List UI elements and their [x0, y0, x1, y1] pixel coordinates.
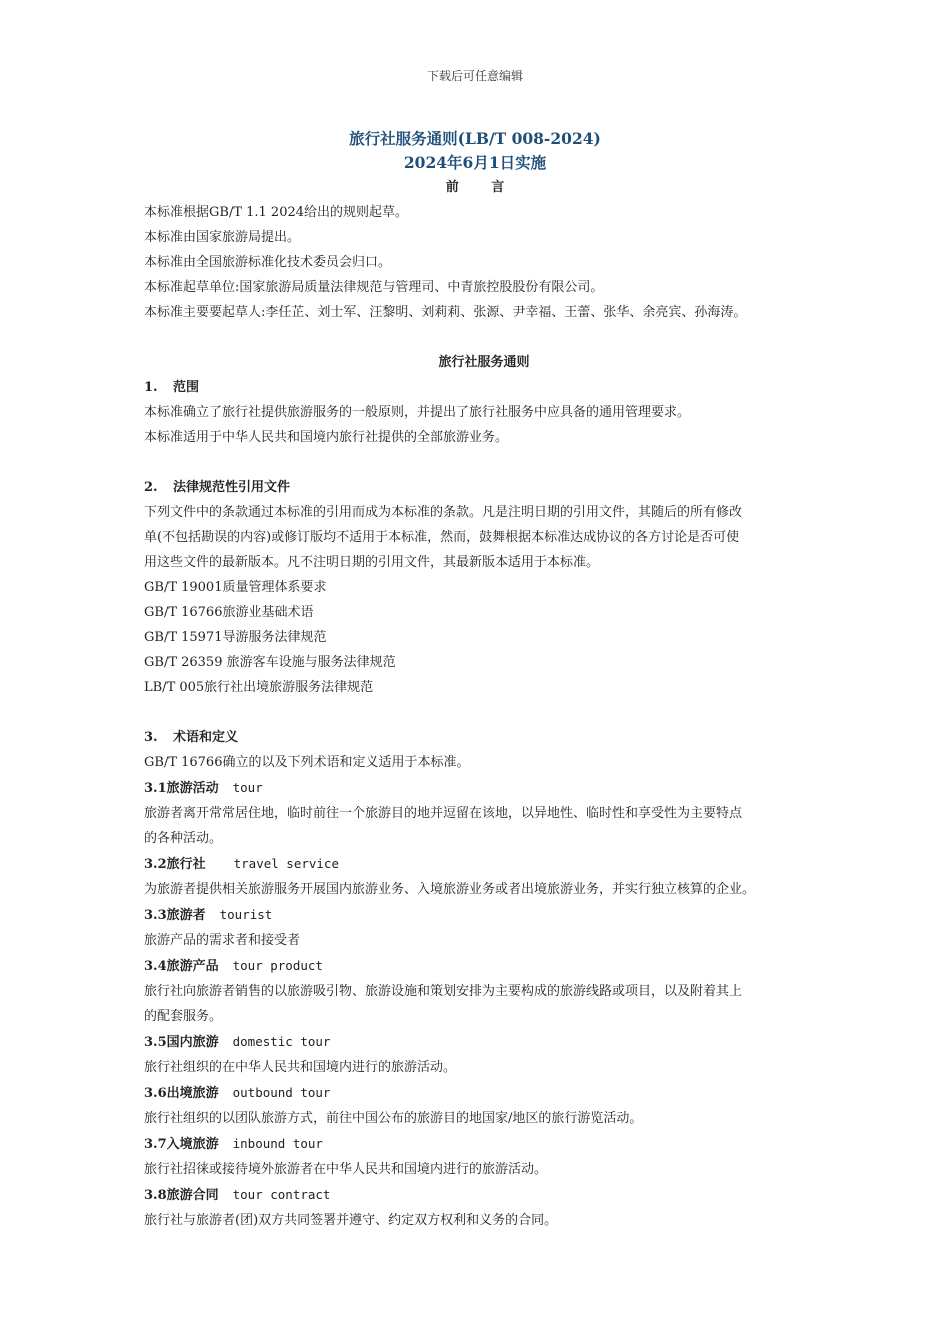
term-heading [144, 1182, 824, 1208]
section-heading [144, 375, 824, 400]
paragraph-line: 单(不包括勘误的内容)或修订版均不适用于本标准，然而，鼓舞根据本标准达成协议的各方讨论是否可使 [144, 530, 740, 545]
reference-item: GB/T 16766旅游业基础术语 [144, 605, 314, 620]
spacer [144, 325, 824, 350]
reference-item: GB/T 15971导游服务法律规范 [144, 630, 327, 645]
title-block [0, 127, 950, 201]
effective-date: 2024年6月1日实施 [403, 153, 547, 172]
reference-item: GB/T 26359 旅游客车设施与服务法律规范 [144, 655, 396, 670]
term-label: 3.7入境旅游 [144, 1137, 219, 1152]
standard-title: 旅行社服务通则 [438, 355, 530, 370]
reference-item: GB/T 19001质量管理体系要求 [144, 580, 327, 595]
term-english: tour product [232, 958, 323, 973]
foreword-line: 本标准主要要起草人:李任芷、刘士军、汪黎明、刘莉莉、张源、尹幸福、王蕾、张华、余亮宾、孙海涛。 [144, 305, 747, 320]
section-title: 范围 [173, 380, 200, 395]
term-label: 3.1旅游活动 [144, 781, 219, 796]
header-note: 下载后可任意编辑 [426, 69, 523, 83]
spacer [144, 450, 824, 475]
document-body [144, 200, 824, 1233]
term-label: 3.4旅游产品 [144, 959, 219, 974]
paragraph-line: GB/T 16766确立的以及下列术语和定义适用于本标准。 [144, 755, 470, 770]
term-english: tour contract [232, 1187, 331, 1202]
foreword-line: 本标准根据GB/T 1.1 2024给出的规则起草。 [144, 205, 409, 220]
section-heading [144, 725, 824, 750]
foreword-heading: 前 言 [445, 180, 519, 195]
term-definition: 旅游者离开常常居住地，临时前往一个旅游目的地并逗留在该地，以异地性、临时性和享受性为主要特点 [144, 806, 743, 821]
section-title: 法律规范性引用文件 [173, 480, 291, 495]
term-definition: 旅行社向旅游者销售的以旅游吸引物、旅游设施和策划安排为主要构成的旅游线路或项目，以及附着其上 [144, 984, 743, 999]
term-english: tourist [219, 907, 273, 922]
section-title: 术语和定义 [173, 730, 239, 745]
section-number: 1. [144, 380, 158, 395]
term-heading [144, 851, 824, 877]
term-label: 3.2旅行社 [144, 857, 206, 872]
foreword-line: 本标准由全国旅游标准化技术委员会归口。 [144, 255, 392, 270]
term-english: travel service [233, 856, 339, 871]
section-heading [144, 475, 824, 500]
term-definition: 旅行社组织的在中华人民共和国境内进行的旅游活动。 [144, 1060, 457, 1075]
term-heading [144, 775, 824, 801]
term-label: 3.6出境旅游 [144, 1086, 219, 1101]
term-definition: 旅行社招徕或接待境外旅游者在中华人民共和国境内进行的旅游活动。 [144, 1162, 548, 1177]
term-heading [144, 1131, 824, 1157]
term-definition: 的各种活动。 [144, 831, 223, 846]
term-english: inbound tour [232, 1136, 323, 1151]
term-heading [144, 1029, 824, 1055]
term-english: domestic tour [232, 1034, 331, 1049]
reference-item: LB/T 005旅行社出境旅游服务法律规范 [144, 680, 374, 695]
term-label: 3.8旅游合同 [144, 1188, 219, 1203]
term-label: 3.3旅游者 [144, 908, 206, 923]
paragraph-line: 本标准确立了旅行社提供旅游服务的一般原则，并提出了旅行社服务中应具备的通用管理要求。 [144, 405, 691, 420]
paragraph-line: 用这些文件的最新版本。凡不注明日期的引用文件，其最新版本适用于本标准。 [144, 555, 600, 570]
term-definition: 为旅游者提供相关旅游服务开展国内旅游业务、入境旅游业务或者出境旅游业务，并实行独立核算的企业。 [144, 882, 756, 897]
term-definition: 的配套服务。 [144, 1009, 223, 1024]
paragraph-line: 本标准适用于中华人民共和国境内旅行社提供的全部旅游业务。 [144, 430, 509, 445]
term-heading [144, 1080, 824, 1106]
term-heading [144, 953, 824, 979]
section-number: 3. [144, 730, 158, 745]
document-title: 旅行社服务通则(LB/T 008-2024) [349, 129, 601, 148]
section-number: 2. [144, 480, 158, 495]
foreword-line: 本标准由国家旅游局提出。 [144, 230, 301, 245]
term-definition: 旅行社与旅游者(团)双方共同签署并遵守、约定双方权利和义务的合同。 [144, 1213, 558, 1228]
foreword-line: 本标准起草单位:国家旅游局质量法律规范与管理司、中青旅控股股份有限公司。 [144, 280, 604, 295]
term-english: outbound tour [232, 1085, 331, 1100]
term-english: tour [232, 780, 263, 795]
term-definition: 旅游产品的需求者和接受者 [144, 933, 301, 948]
spacer [144, 700, 824, 725]
paragraph-line: 下列文件中的条款通过本标准的引用而成为本标准的条款。凡是注明日期的引用文件，其随后的所有修改 [144, 505, 743, 520]
term-definition: 旅行社组织的以团队旅游方式，前往中国公布的旅游目的地国家/地区的旅行游览活动。 [144, 1111, 643, 1126]
term-label: 3.5国内旅游 [144, 1035, 219, 1050]
term-heading [144, 902, 824, 928]
